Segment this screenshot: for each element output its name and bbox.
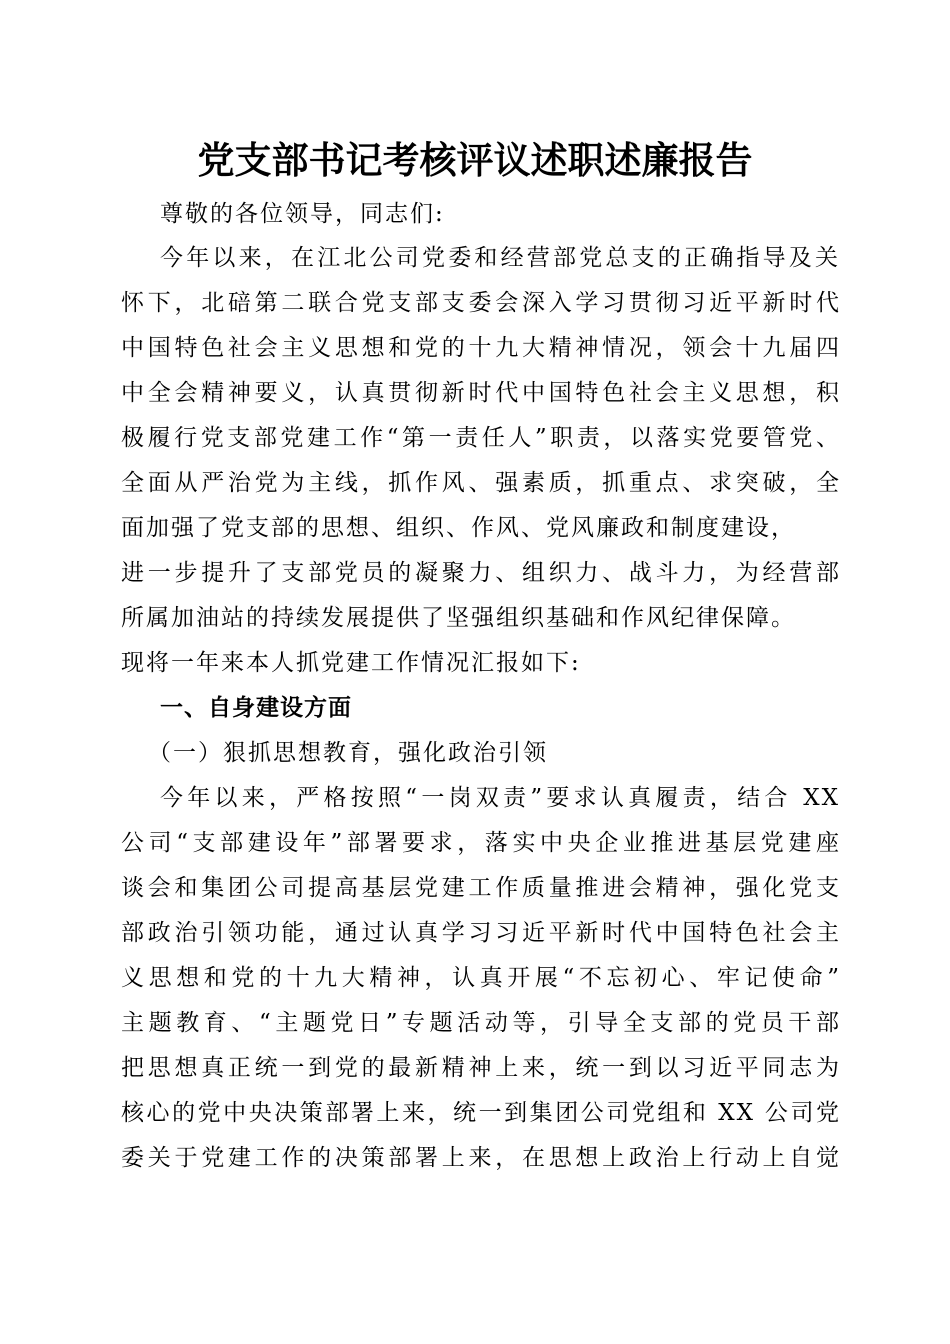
subsection-heading: （一）狠抓思想教育，强化政治引领 (148, 740, 548, 766)
paragraph-line: 今年以来，严格按照“一岗双责”要求认真履责，结合 XX (160, 785, 840, 811)
paragraph-line: 公司“支部建设年”部署要求，落实中央企业推进基层党建座 (121, 830, 841, 856)
paragraph-line: 所属加油站的持续发展提供了坚强组织基础和作风纪律保障。 (121, 605, 796, 631)
paragraph-line: 怀下，北碚第二联合党支部支委会深入学习贯彻习近平新时代 (121, 290, 841, 316)
salutation: 尊敬的各位领导，同志们: (160, 201, 445, 227)
paragraph-line: 极履行党支部党建工作“第一责任人”职责，以落实党要管党、 (121, 425, 841, 451)
paragraph-line: 今年以来，在江北公司党委和经营部党总支的正确指导及关 (160, 245, 840, 271)
paragraph-line: 谈会和集团公司提高基层党建工作质量推进会精神，强化党支 (121, 875, 841, 901)
paragraph-line: 中全会精神要义，认真贯彻新时代中国特色社会主义思想，积 (121, 380, 841, 406)
paragraph-line: 委关于党建工作的决策部署上来，在思想上政治上行动上自觉 (121, 1145, 841, 1171)
section-heading: 一、自身建设方面 (160, 695, 352, 721)
paragraph-line: 现将一年来本人抓党建工作情况汇报如下: (121, 650, 581, 676)
paragraph-line: 把思想真正统一到党的最新精神上来，统一到以习近平同志为 (121, 1055, 841, 1081)
paragraph-line: 部政治引领功能，通过认真学习习近平新时代中国特色社会主 (121, 920, 841, 946)
paragraph-line: 进一步提升了支部党员的凝聚力、组织力、战斗力，为经营部 (121, 560, 841, 586)
paragraph-line: 主题教育、“主题党日”专题活动等，引导全支部的党员干部 (121, 1010, 841, 1036)
paragraph-line: 面加强了党支部的思想、组织、作风、党风廉政和制度建设， (121, 515, 796, 541)
paragraph-line: 中国特色社会主义思想和党的十九大精神情况，领会十九届四 (121, 335, 841, 361)
document-title: 党支部书记考核评议述职述廉报告 (197, 138, 753, 182)
paragraph-line: 核心的党中央决策部署上来，统一到集团公司党组和 XX 公司党 (121, 1100, 841, 1126)
paragraph-line: 全面从严治党为主线，抓作风、强素质，抓重点、求突破，全 (121, 470, 841, 496)
paragraph-line: 义思想和党的十九大精神，认真开展“不忘初心、牢记使命” (121, 965, 841, 991)
